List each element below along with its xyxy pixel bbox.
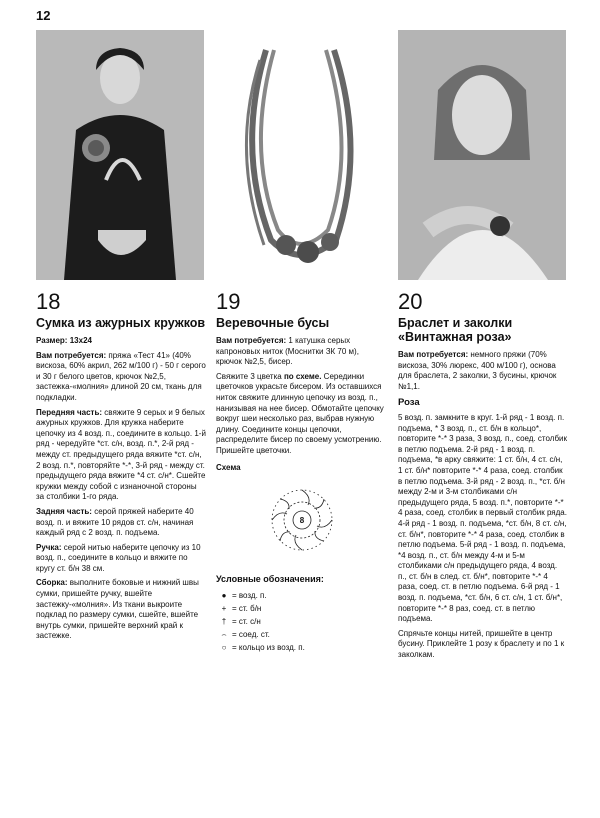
handle-label: Ручка: [36,542,62,552]
legend-text: = возд. п. [232,590,267,600]
instructions-paragraph [216,372,386,457]
legend-text: = ст. с/н [232,616,261,626]
legend-text: = ст. б/н [232,603,262,613]
column-bracelet [398,290,568,665]
flower-scheme [256,477,386,567]
rose-heading: Роза [398,397,420,409]
rose-paragraph: 5 возд. п. замкните в круг. 1-й ряд - 1 возд. п. подъема, * 3 возд. п., ст. б/н в кольцо*, повторите *-* 3 раза, 3 возд. п., соед. столбик в петлю подъема. 2-й ряд - 1 возд. п. подъема, *в арку свяжите: 1 ст. б/н, 4 ст. с/н, 1 ст. б/н* повторите *-* 4 раза, соед. столбик в петлю подъема. 3-й ряд - 2 возд. п., *ст. б/н между 2-м и 3-м столбиками с/н предыдущего ряда, 5 возд. п.*, повторите *-* 4 раза, соед. столбик в первый столбик ряда. 4-й ряд - 1 возд. п. подъема, *ст. б/н, 8 ст. с/н, ст. б/н*, повторите *-* 4 раза, соед. столбик в петлю подъема. 5-й ряд - 1 возд. п. подъема, *4 возд. п., ст. б/н между 4-м и 5-м столбиками с/н предыдущего ряда, 4 возд. п., ст. б/н в след. ст. б/н*, повторите *-* 4 раза, соед. ст. в петлю подъема. 6-й ряд - 1 возд. п. подъема, *ст. б/н, 6 ст. с/н, 1 ст. б/н*, повторите *-* 8 раз, соед. ст. в петлю подъема. [398,412,567,624]
project-title: Сумка из ажурных кружков [36,316,206,330]
woman-with-bag-illustration [36,30,204,280]
materials-text: пряжа «Тест 41» (40% вискоза, 60% акрил, 262 м/100 г) - 50 г серого и 30 г белого цветов, крючок №2,5, застежка-«молния» длиной 20 см, ткань для подкладки. [36,350,206,402]
back-paragraph [36,507,206,539]
assembly-label: Сборка: [36,578,68,588]
woman-with-bracelet-illustration [398,30,566,280]
materials-paragraph [216,336,386,368]
materials-label: Вам потребуется: [216,336,287,345]
chain-stitch-icon: ● [221,590,227,600]
legend-text: = соед. ст. [232,629,270,639]
legend-title: Условные обозначения: [216,573,324,584]
legend-row [216,602,386,615]
instructions-text-a: Свяжите 3 цветка [216,371,282,381]
photo-necklace [216,30,384,280]
size-line [36,336,206,347]
project-title: Веревочные бусы [216,316,330,330]
single-crochet-icon: + [221,603,227,613]
materials-text: немного пряжи (70% вискоза, 30% люрекс, 400 м/100 г), основа для браслета, 2 заколки, 3 бусины, крючок №1,1. [398,350,557,391]
final-paragraph: Спрячьте концы нитей, пришейте в центр бусину. Приклейте 1 розу к браслету и по 1 к заколкам. [398,628,565,660]
photo-bag [36,30,204,280]
front-text: свяжите 9 серых и 9 белых ажурных кружков. Для кружка наберите цепочку из 4 возд. п., соедините в кольцо. 1-й ряд - чередуйте *ст. с/н, возд. п.*, 2-й ряд - между ст. предыдущего ряда вяжите *ст. с/н, 2 возд. п.*, повторяйте *-*, 3-й ряд - между ст. предыдущего ряда вяжите *4 ст. с/н*. Сшейте кружки между собой с изнаночной стороны за столбики 1-го ряда. [36,407,206,502]
back-text: серой пряжей наберите 40 возд. п. и вяжите 10 рядов ст. с/н, начиная каждый ряд с 2 возд. п. подъема. [36,506,194,538]
front-label: Передняя часть: [36,407,103,417]
back-label: Задняя часть: [36,506,92,516]
instructions-bold: по схеме. [283,371,322,381]
assembly-text: выполните боковые и нижний швы сумки, пришейте ручку, вшейте застежку-«молния». Из ткани выкроите подклад по размеру сумки, сшейте, вшейте внутрь сумки, пришейте верхний край к застежке. [36,578,199,641]
size-value: 13x24 [69,336,92,345]
legend-row [216,615,386,628]
legend-text: = кольцо из возд. п. [232,642,305,652]
project-number: 20 [398,289,423,314]
handle-text: серой нитью наберите цепочку из 10 возд. п., соедините в кольцо и вяжите по кругу ст. б/н 38 см. [36,542,201,573]
legend [216,573,386,654]
materials-label: Вам потребуется: [36,350,107,360]
front-paragraph [36,408,206,503]
project-number: 18 [36,289,61,314]
scheme-label: Схема [216,462,241,472]
column-necklace [216,290,386,654]
materials-text: 1 катушка серых капроновых ниток (Моснитки ЗК 70 м), крючок №2,5, бисер. [216,336,359,367]
assembly-paragraph [36,578,206,642]
legend-row [216,641,386,654]
instructions-text-b: Серединки цветочков украсьте бисером. Из оставшихся ниток свяжите длинную цепочку из возд. п., нанизывая на нее бисер. Обмотайте цепочку вокруг шеи несколько раз, выбрав нужную длину. Соедините концы цепочки, распределите бисер по своему усмотрению. Пришейте цветочки. [216,371,384,455]
photo-bracelet [398,30,566,280]
handle-paragraph [36,543,206,575]
scheme-center-label: 8 [299,516,305,526]
flower-scheme-diagram [256,477,348,563]
materials-paragraph [398,350,568,392]
materials-label: Вам потребуется: [398,350,469,359]
materials-paragraph [36,351,206,404]
slip-stitch-icon: ⌢ [221,629,227,639]
double-crochet-icon: † [221,616,227,626]
necklace-illustration [216,30,384,280]
size-label: Размер: [36,336,68,345]
project-number: 19 [216,289,241,314]
legend-row [216,628,386,641]
project-title: Браслет и заколки «Винтажная роза» [398,316,513,344]
legend-row [216,589,386,602]
chain-ring-icon: ○ [221,642,227,652]
column-bag [36,290,206,646]
page-number: 12 [36,8,51,23]
